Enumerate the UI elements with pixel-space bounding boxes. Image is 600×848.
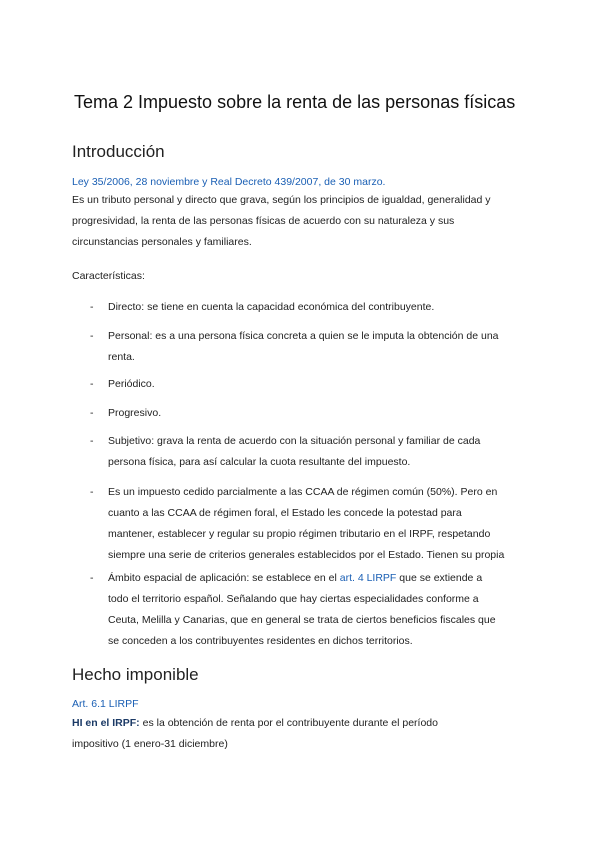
dash-bullet: - <box>90 435 94 447</box>
text-line: renta. <box>108 351 135 363</box>
article-link[interactable]: art. 4 LIRPF <box>339 572 397 584</box>
dash-bullet: - <box>90 407 94 419</box>
text-line: todo el territorio español. Señalando que hay ciertas especialidades conforme a <box>108 593 479 605</box>
hecho-paragraph <box>72 713 522 755</box>
legal-reference-link[interactable]: Ley 35/2006, 28 noviembre y Real Decreto 439/2007, de 30 marzo. <box>72 176 386 188</box>
dash-bullet: - <box>90 378 94 390</box>
text-line: Periódico. <box>108 378 155 390</box>
text-segment: que se extiende a <box>396 572 483 584</box>
text-line: Es un tributo personal y directo que grava, según los principios de igualdad, generalidad y <box>72 194 491 206</box>
article-reference-link[interactable]: Art. 6.1 LIRPF <box>72 698 139 710</box>
section-heading-hecho-imponible: Hecho imponible <box>72 665 199 684</box>
bold-term: HI en el IRPF: <box>72 717 140 729</box>
text-line: circunstancias personales y familiares. <box>72 236 252 248</box>
dash-bullet: - <box>90 330 94 342</box>
text-line: impositivo (1 enero-31 diciembre) <box>72 738 228 750</box>
text-line: persona física, para así calcular la cuota resultante del impuesto. <box>108 456 411 468</box>
intro-paragraph <box>72 190 522 253</box>
dash-bullet: - <box>90 486 94 498</box>
text-line: Progresivo. <box>108 407 162 419</box>
text-line: siempre una serie de criterios generales establecidos por el Estado. Tienen su propia <box>108 549 505 561</box>
caracteristicas-label: Características: <box>72 270 145 282</box>
text-line: progresividad, la renta de las personas físicas de acuerdo con su naturaleza y sus <box>72 215 455 227</box>
dash-bullet: - <box>90 301 94 313</box>
text-line: Directo: se tiene en cuenta la capacidad económica del contribuyente. <box>108 301 435 313</box>
text-segment: es la obtención de renta por el contribuyente durante el período <box>139 717 438 729</box>
text-segment: Ámbito espacial de aplicación: se establece en el <box>108 572 340 584</box>
text-line: Personal: es a una persona física concreta a quien se le imputa la obtención de una <box>108 330 499 342</box>
text-line: Subjetivo: grava la renta de acuerdo con la situación personal y familiar de cada <box>108 435 481 447</box>
page-title: Tema 2 Impuesto sobre la renta de las personas físicas <box>74 92 516 112</box>
text-line <box>72 713 522 734</box>
text-line: Ceuta, Melilla y Canarias, que en general se trata de ciertos beneficios fiscales que <box>108 614 496 626</box>
text-line: se conceden a los contribuyentes residentes en dichos territorios. <box>108 635 413 647</box>
dash-bullet: - <box>90 572 94 584</box>
text-line: mantener, establecer y regular su propio régimen tributario en el IRPF, respetando <box>108 528 491 540</box>
text-line <box>108 568 496 589</box>
text-line: cuanto a las CCAA de régimen foral, el Estado les concede la potestad para <box>108 507 462 519</box>
text-line: Es un impuesto cedido parcialmente a las CCAA de régimen común (50%). Pero en <box>108 486 498 498</box>
section-heading-introduccion: Introducción <box>72 142 165 161</box>
